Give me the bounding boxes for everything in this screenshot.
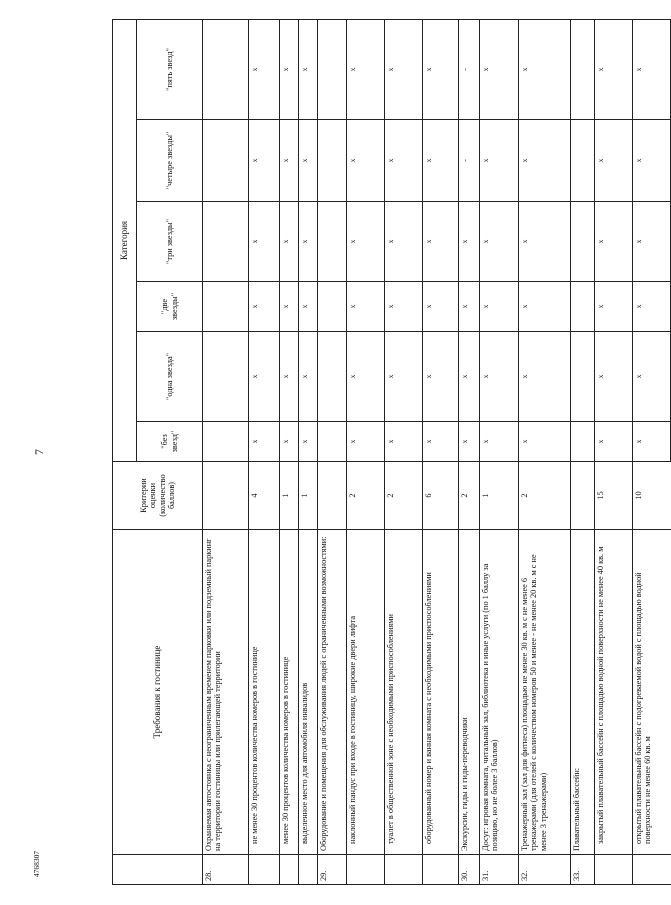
row-category-mark [280, 120, 299, 202]
row-category-mark [459, 422, 480, 462]
row-category-mark [423, 19, 459, 119]
row-category-mark [480, 332, 519, 422]
row-category-mark [459, 202, 480, 282]
category-mark: x [596, 304, 605, 309]
row-number [385, 855, 423, 885]
row-score: 2 [385, 462, 423, 530]
row-category-mark [595, 120, 633, 202]
category-mark: x [424, 304, 433, 309]
row-category-mark [571, 332, 595, 422]
row-category-mark [633, 120, 671, 202]
row-category-mark [203, 120, 249, 202]
header-category-5: "пять звезд" [137, 19, 203, 119]
row-category-mark [318, 19, 347, 119]
category-mark: x [300, 304, 309, 309]
row-requirement: туалет в общественной зоне с необходимыми приспособлениями [385, 530, 423, 855]
row-category-mark [633, 422, 671, 462]
row-score: 2 [459, 462, 480, 530]
row-category-mark [249, 282, 280, 332]
category-mark: x [386, 67, 395, 72]
category-mark: x [424, 67, 433, 72]
row-category-mark [299, 202, 318, 282]
category-mark: x [386, 239, 395, 244]
row-score [203, 462, 249, 530]
row-score: 15 [595, 462, 633, 530]
row-score: 4 [249, 462, 280, 530]
row-category-mark [347, 282, 385, 332]
row-score: 1 [480, 462, 519, 530]
table-row [385, 19, 423, 884]
category-mark: x [460, 304, 469, 309]
category-mark: - [460, 159, 469, 162]
category-mark: x [348, 304, 357, 309]
category-mark: x [634, 239, 643, 244]
row-number [633, 855, 671, 885]
category-mark: x [250, 374, 259, 379]
category-mark: x [281, 374, 290, 379]
row-category-mark [480, 422, 519, 462]
table-row [633, 19, 671, 884]
header-category-1: "одна звезда" [137, 332, 203, 422]
category-mark: x [250, 158, 259, 163]
row-category-mark [459, 19, 480, 119]
row-category-mark [519, 332, 571, 422]
row-category-mark [203, 202, 249, 282]
category-mark: x [300, 439, 309, 444]
rotated-table-sheet [112, 20, 653, 885]
row-number [249, 855, 280, 885]
row-category-mark [595, 202, 633, 282]
row-requirement: Досуг: игровая комната, читальный зал, библиотека и иные услуги (по 1 баллу за позицию, но не более 3 баллов) [480, 530, 519, 855]
row-category-mark [385, 120, 423, 202]
category-mark: x [520, 239, 529, 244]
row-category-mark [480, 282, 519, 332]
header-category-3: "три звезды" [137, 202, 203, 282]
category-mark: x [520, 158, 529, 163]
row-requirement: наклонный пандус при входе в гостиницу, широкие двери лифта [347, 530, 385, 855]
row-requirement: Охраняемая автостоянка с неограниченным временем парковки или подземный паркинг на территории гостиницы или прилегающей территории [203, 530, 249, 855]
category-mark: x [520, 374, 529, 379]
document-id: 4768307 [32, 850, 41, 878]
category-mark: x [348, 439, 357, 444]
row-category-mark [571, 19, 595, 119]
row-category-mark [571, 422, 595, 462]
category-mark: x [596, 67, 605, 72]
row-category-mark [203, 19, 249, 119]
row-score: 2 [347, 462, 385, 530]
row-category-mark [385, 332, 423, 422]
row-category-mark [318, 332, 347, 422]
table-row [299, 19, 318, 884]
row-category-mark [347, 422, 385, 462]
category-mark: x [634, 158, 643, 163]
row-category-mark [318, 120, 347, 202]
row-category-mark [459, 120, 480, 202]
category-mark: x [281, 239, 290, 244]
category-mark: x [281, 67, 290, 72]
row-category-mark [249, 19, 280, 119]
category-mark: x [250, 67, 259, 72]
category-mark: x [481, 158, 490, 163]
page-number: 7 [32, 449, 46, 455]
row-category-mark [480, 19, 519, 119]
row-category-mark [280, 422, 299, 462]
category-mark: x [281, 158, 290, 163]
row-number: 30. [459, 855, 480, 885]
row-category-mark [249, 202, 280, 282]
row-score: 10 [633, 462, 671, 530]
category-mark: x [634, 439, 643, 444]
category-mark: x [424, 439, 433, 444]
table-row [571, 19, 595, 884]
row-requirement: не менее 30 процентов количества номеров в гостинице [249, 530, 280, 855]
header-criteria: Критерии оценки (количество баллов) [113, 462, 203, 530]
row-category-mark [633, 19, 671, 119]
table-body [203, 19, 671, 884]
row-number [423, 855, 459, 885]
row-category-mark [203, 282, 249, 332]
header-number [113, 855, 203, 885]
row-category-mark [203, 332, 249, 422]
row-category-mark [385, 202, 423, 282]
row-category-mark [459, 332, 480, 422]
row-score: 1 [299, 462, 318, 530]
category-mark: x [596, 374, 605, 379]
row-category-mark [249, 332, 280, 422]
row-category-mark [571, 202, 595, 282]
row-category-mark [347, 120, 385, 202]
table-row [249, 19, 280, 884]
row-category-mark [633, 282, 671, 332]
row-category-mark [299, 332, 318, 422]
category-mark: x [424, 239, 433, 244]
table-row [280, 19, 299, 884]
row-category-mark [249, 120, 280, 202]
row-score: 6 [423, 462, 459, 530]
header-category: Категория [113, 19, 137, 461]
category-mark: x [348, 158, 357, 163]
row-category-mark [571, 282, 595, 332]
category-mark: x [250, 304, 259, 309]
category-mark: x [520, 67, 529, 72]
row-category-mark [347, 332, 385, 422]
table-header-row [113, 19, 137, 884]
category-mark: x [481, 304, 490, 309]
category-mark: x [250, 239, 259, 244]
row-number [299, 855, 318, 885]
row-category-mark [423, 422, 459, 462]
table-row [347, 19, 385, 884]
table-row [203, 19, 249, 884]
row-number: 33. [571, 855, 595, 885]
row-score: 2 [519, 462, 571, 530]
category-mark: x [300, 239, 309, 244]
category-mark: x [386, 374, 395, 379]
category-mark: x [634, 67, 643, 72]
category-mark: x [386, 304, 395, 309]
row-requirement: Экскурсии, гиды и гиды-переводчики [459, 530, 480, 855]
category-mark: x [634, 304, 643, 309]
category-mark: x [481, 239, 490, 244]
row-requirement: открытый плавательный бассейн с подогреваемой водой с площадью водной поверхности не менее 60 кв. м [633, 530, 671, 855]
header-category-4: "четыре звезды" [137, 120, 203, 202]
requirements-table [112, 19, 671, 885]
row-category-mark [633, 332, 671, 422]
row-requirement: менее 30 процентов количества номеров в гостинице [280, 530, 299, 855]
row-category-mark [347, 202, 385, 282]
table-row [480, 19, 519, 884]
row-category-mark [519, 202, 571, 282]
category-mark: x [300, 158, 309, 163]
row-category-mark [595, 332, 633, 422]
row-requirement: Плавательный бассейн: [571, 530, 595, 855]
table-row [459, 19, 480, 884]
row-number [280, 855, 299, 885]
category-mark: x [460, 239, 469, 244]
row-category-mark [633, 202, 671, 282]
table-row [423, 19, 459, 884]
row-number: 31. [480, 855, 519, 885]
row-category-mark [385, 422, 423, 462]
row-category-mark [519, 19, 571, 119]
row-category-mark [280, 19, 299, 119]
category-mark: x [460, 439, 469, 444]
row-category-mark [519, 422, 571, 462]
row-number [595, 855, 633, 885]
table-row [318, 19, 347, 884]
row-category-mark [299, 282, 318, 332]
category-mark: x [300, 374, 309, 379]
row-requirement: оборудованный номер и ванная комната с необходимыми приспособлениями [423, 530, 459, 855]
category-mark: x [481, 439, 490, 444]
row-category-mark [519, 120, 571, 202]
row-category-mark [347, 19, 385, 119]
row-category-mark [299, 19, 318, 119]
row-score [571, 462, 595, 530]
category-mark: x [386, 158, 395, 163]
table-row [595, 19, 633, 884]
row-category-mark [280, 332, 299, 422]
row-category-mark [423, 120, 459, 202]
row-category-mark [595, 19, 633, 119]
category-mark: x [281, 304, 290, 309]
header-requirements: Требования к гостинице [113, 530, 203, 855]
row-score: 1 [280, 462, 299, 530]
row-category-mark [423, 202, 459, 282]
row-category-mark [280, 202, 299, 282]
row-category-mark [571, 120, 595, 202]
row-category-mark [480, 202, 519, 282]
row-category-mark [459, 282, 480, 332]
row-requirement: Тренажерный зал (зал для фитнеса) площадью не менее 30 кв. м с не менее 6 тренажерами (для отелей с количеством номеров 50 и менее - не менее 20 кв. м с не менее 3 тренажерами) [519, 530, 571, 855]
category-mark: x [300, 67, 309, 72]
row-category-mark [423, 282, 459, 332]
category-mark: x [348, 239, 357, 244]
row-number: 29. [318, 855, 347, 885]
row-category-mark [318, 282, 347, 332]
category-mark: x [250, 439, 259, 444]
row-requirement: закрытый плавательный бассейн с площадью водной поверхности не менее 40 кв. м [595, 530, 633, 855]
header-category-0: "без звезд" [137, 422, 203, 462]
row-requirement: Оборудование и помещения для обслуживания людей с ограниченными возможностями: [318, 530, 347, 855]
row-category-mark [519, 282, 571, 332]
category-mark: x [520, 304, 529, 309]
row-category-mark [299, 120, 318, 202]
row-category-mark [318, 422, 347, 462]
header-category-2: "две звезды" [137, 282, 203, 332]
category-mark: x [596, 439, 605, 444]
category-mark: x [596, 158, 605, 163]
row-score [318, 462, 347, 530]
row-category-mark [299, 422, 318, 462]
row-category-mark [318, 202, 347, 282]
category-mark: x [386, 439, 395, 444]
row-requirement: выделенное место для автомобиля инвалидов [299, 530, 318, 855]
row-number [347, 855, 385, 885]
row-category-mark [249, 422, 280, 462]
row-category-mark [203, 422, 249, 462]
row-category-mark [595, 422, 633, 462]
category-mark: x [481, 67, 490, 72]
category-mark: x [520, 439, 529, 444]
row-category-mark [423, 332, 459, 422]
row-number: 32. [519, 855, 571, 885]
row-number: 28. [203, 855, 249, 885]
category-mark: x [596, 239, 605, 244]
category-mark: x [481, 374, 490, 379]
category-mark: x [424, 374, 433, 379]
row-category-mark [385, 19, 423, 119]
category-mark: x [634, 374, 643, 379]
category-mark: x [348, 374, 357, 379]
category-mark: x [424, 158, 433, 163]
row-category-mark [595, 282, 633, 332]
category-mark: x [460, 374, 469, 379]
category-mark: - [460, 68, 469, 71]
row-category-mark [385, 282, 423, 332]
category-mark: x [348, 67, 357, 72]
row-category-mark [480, 120, 519, 202]
row-category-mark [280, 282, 299, 332]
category-mark: x [281, 439, 290, 444]
table-row [519, 19, 571, 884]
